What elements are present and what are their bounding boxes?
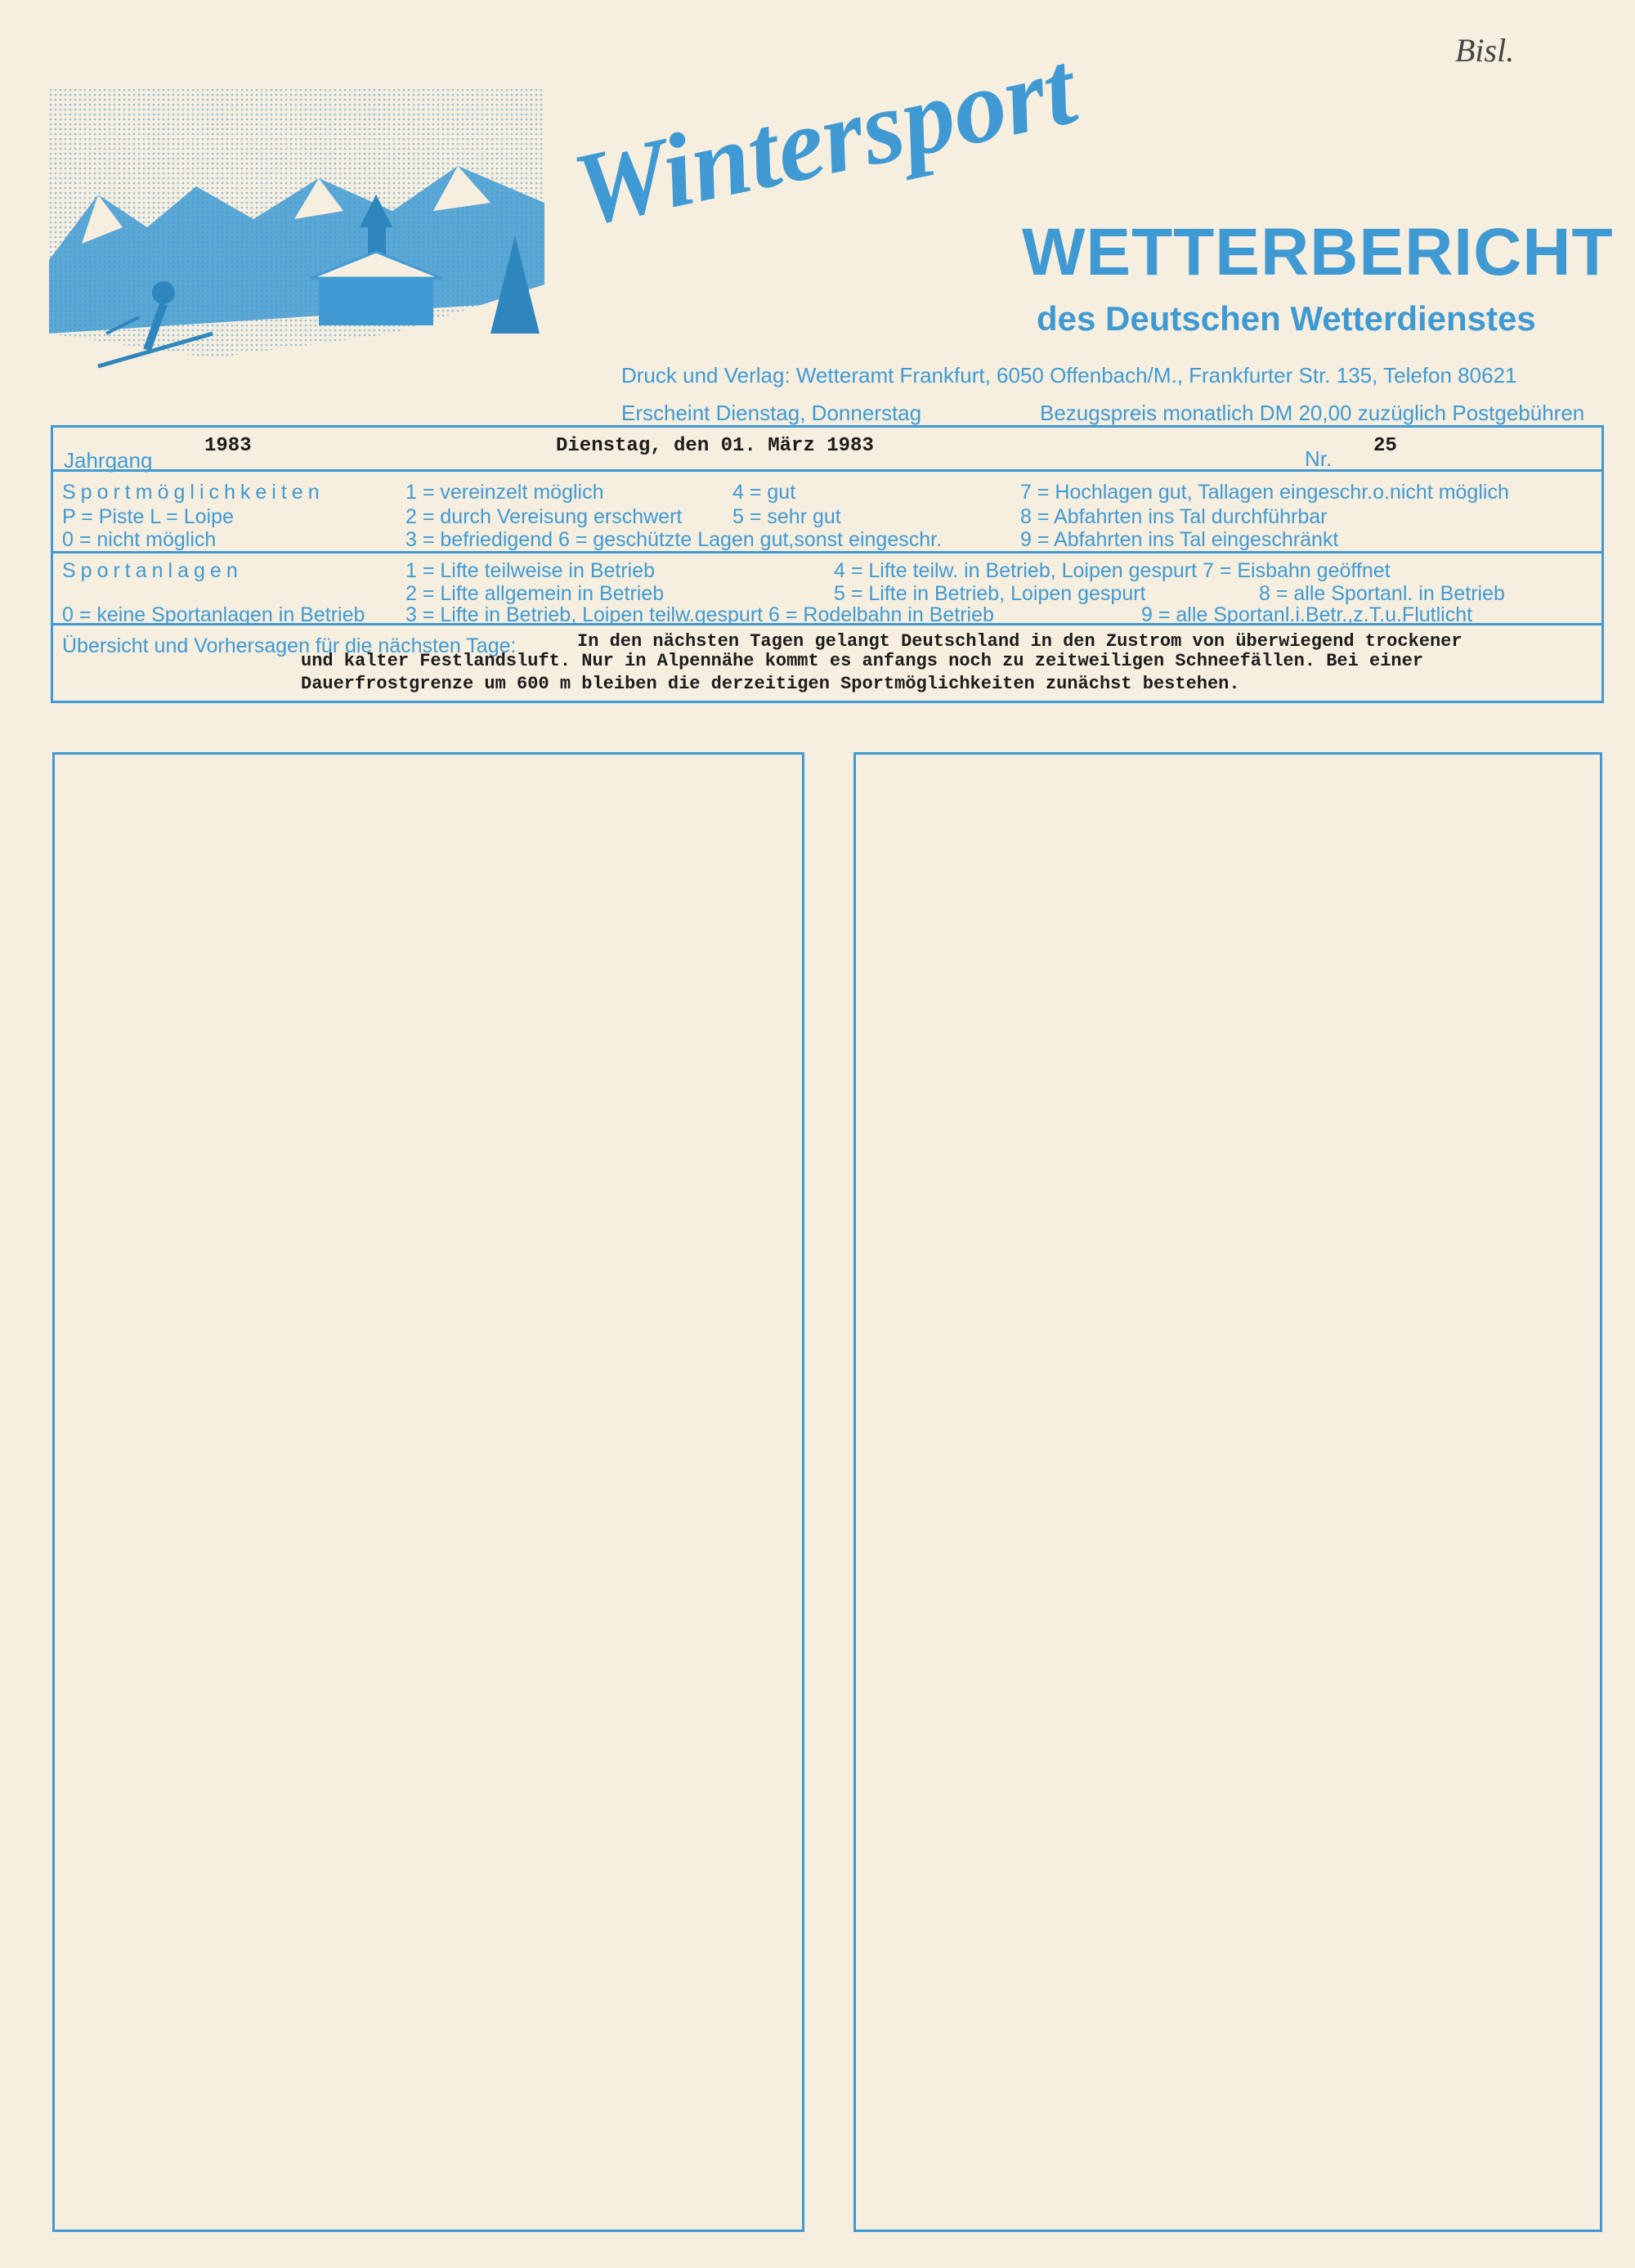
sport-legend-2: 2 = durch Vereisung erschwert [405,505,683,528]
forecast-label: Übersicht und Vorhersagen für die nächsten Tage: [62,634,517,657]
anlagen-legend-9: 9 = alle Sportanl.i.Betr.,z.T.u.Flutlicht [1141,603,1473,626]
sport-legend-3: 3 = befriedigend 6 = geschützte Lagen gut,sonst eingeschr. [405,528,943,551]
sport-legend-9: 9 = Abfahrten ins Tal eingeschränkt [1020,528,1339,551]
forecast-line-1: In den nächsten Tagen gelangt Deutschland in den Zustrom von überwiegend trockener [577,631,1463,652]
winter-landscape-illustration [49,88,544,412]
jahrgang-value: 1983 [204,435,252,457]
sport-legend-5: 5 = sehr gut [732,505,841,528]
report-subtitle: des Deutschen Wetterdienstes [1037,299,1536,338]
sport-legend-title: Sportmöglichkeiten [62,481,325,504]
forecast-line-2: und kalter Festlandsluft. Nur in Alpennähe kommt es anfangs noch zu zeitweiligen Schneefällen. Bei einer [301,651,1424,671]
wintersport-logo: Wintersport [563,29,1085,249]
anlagen-legend-title: Sportanlagen [62,559,243,582]
price-line: Bezugspreis monatlich DM 20,00 zuzüglich Postgebühren [1040,401,1585,425]
anlagen-legend-2: 2 = Lifte allgemein in Betrieb [405,582,665,605]
sport-legend-zero: 0 = nicht möglich [62,528,217,551]
nr-label: Nr. [1305,446,1333,471]
anlagen-legend-4: 4 = Lifte teilw. in Betrieb, Loipen gespurt 7 = Eisbahn geöffnet [834,559,1391,582]
handwritten-note: Bisl. [1455,32,1515,69]
jahrgang-label: Jahrgang [64,448,153,473]
schedule-line: Erscheint Dienstag, Donnerstag [621,401,922,425]
right-table [853,752,1602,2232]
sport-legend-1: 1 = vereinzelt möglich [405,481,604,504]
publisher-line: Druck und Verlag: Wetteramt Frankfurt, 6050 Offenbach/M., Frankfurter Str. 135, Telefon 80621 [621,363,1517,388]
anlagen-legend-zero: 0 = keine Sportanlagen in Betrieb [62,603,365,626]
anlagen-legend-8: 8 = alle Sportanl. in Betrieb [1259,582,1505,605]
nr-value: 25 [1373,435,1397,457]
sport-legend-pl: P = Piste L = Loipe [62,505,234,528]
sport-legend-8: 8 = Abfahrten ins Tal durchführbar [1020,505,1328,528]
anlagen-legend-1: 1 = Lifte teilweise in Betrieb [405,559,656,582]
left-table [52,752,804,2232]
sport-legend-7: 7 = Hochlagen gut, Tallagen eingeschr.o.nicht möglich [1020,481,1509,504]
sport-legend-4: 4 = gut [732,481,796,504]
forecast-line-3: Dauerfrostgrenze um 600 m bleiben die derzeitigen Sportmöglichkeiten zunächst bestehen. [301,674,1240,694]
issue-date: Dienstag, den 01. März 1983 [556,435,874,457]
anlagen-legend-3: 3 = Lifte in Betrieb, Loipen teilw.gespurt 6 = Rodelbahn in Betrieb [405,603,994,626]
anlagen-legend-5: 5 = Lifte in Betrieb, Loipen gespurt [834,582,1146,605]
report-title: WETTERBERICHT [1022,215,1614,289]
